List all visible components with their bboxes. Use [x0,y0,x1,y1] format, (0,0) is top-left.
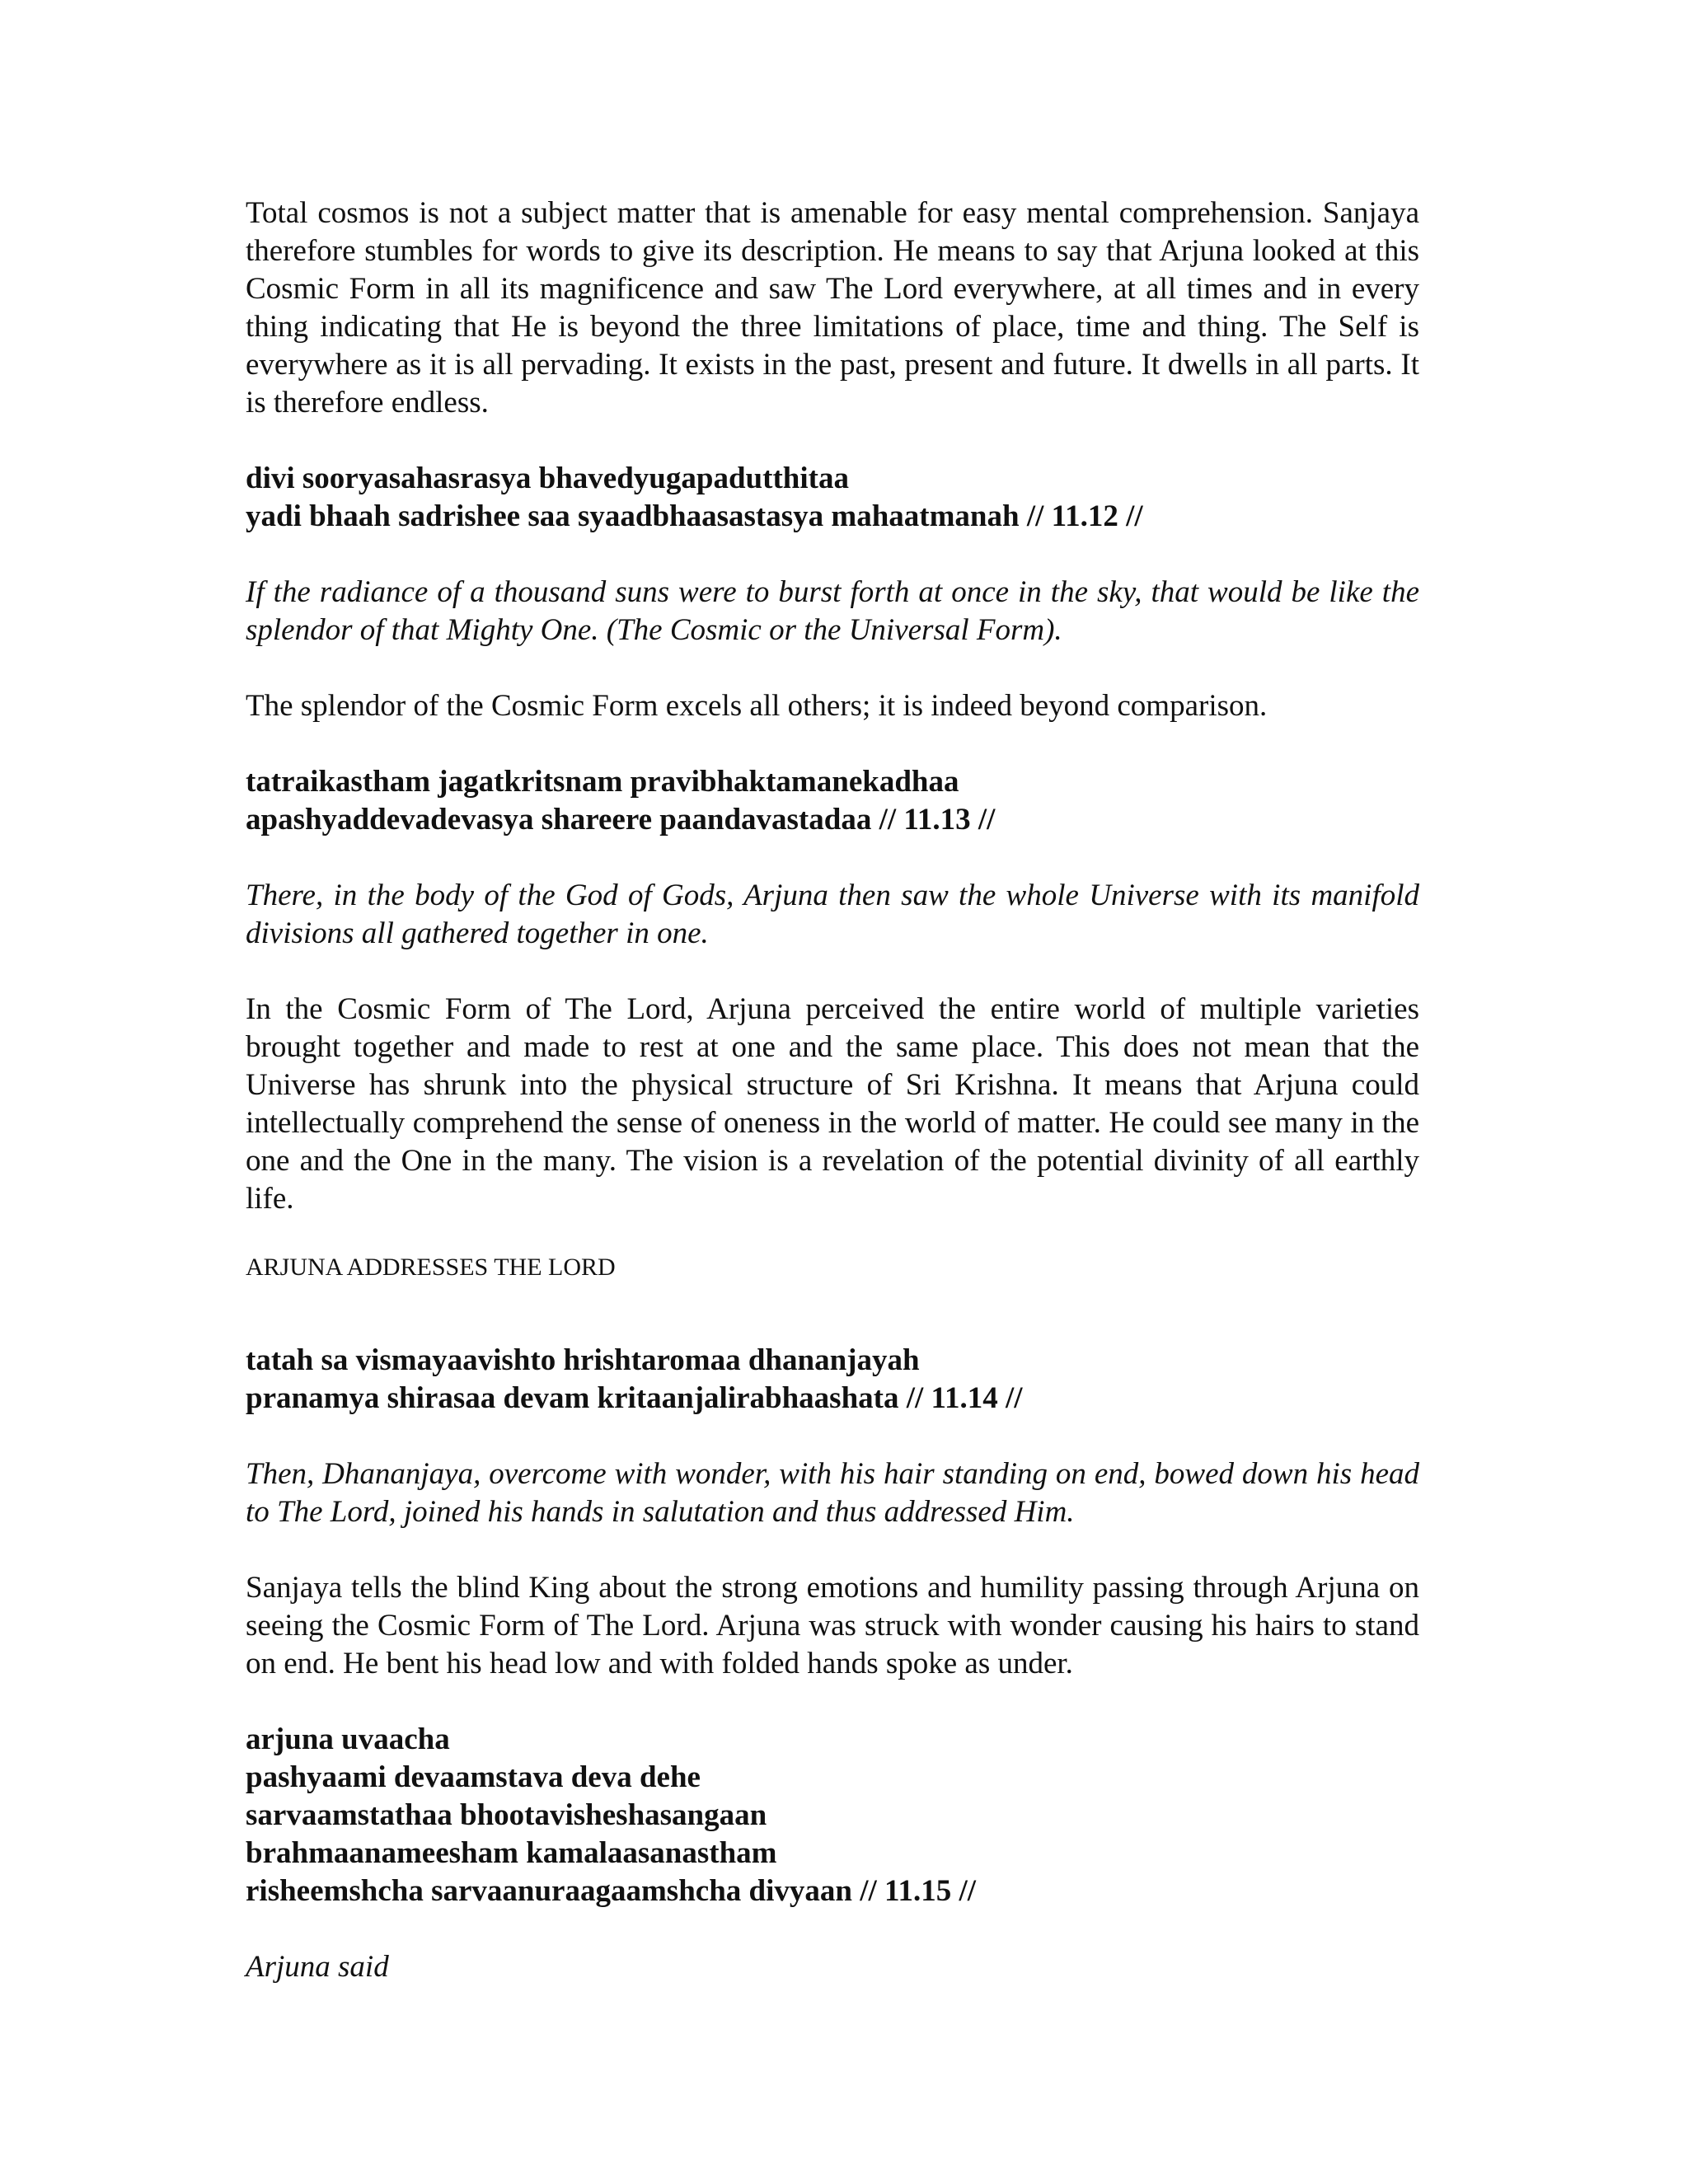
commentary-11-13: In the Cosmic Form of The Lord, Arjuna perceived the entire world of multiple varieties brought together and made to rest at one and the same place. This does not mean that the Universe has shrunk into the physical structure of Sri Krishna. It means that Arjuna could intellectually comprehend the sense of oneness in the world of matter. He could see many in the one and the One in the many. The vision is a revelation of the potential divinity of all earthly life. [246,992,1419,1216]
translation-11-12: If the radiance of a thousand suns were to burst forth at once in the sky, that would be like the splendor of that Mighty One. (The Cosmic or the Universal Form). [246,575,1419,647]
verse-line: apashyaddevadevasya shareere paandavastadaa // 11.13 // [246,803,996,837]
verse-11-14 [246,1342,1419,1418]
verse-11-12 [246,460,1419,536]
translation-11-15-start: Arjuna said [246,1950,389,1984]
translation-11-14: Then, Dhananjaya, overcome with wonder, with his hair standing on end, bowed down his head to The Lord, joined his hands in salutation and thus addressed Him. [246,1457,1419,1529]
verse-line: arjuna uvaacha [246,1722,450,1756]
verse-11-13 [246,763,1419,839]
verse-line: yadi bhaah sadrishee saa syaadbhaasastasya mahaatmanah // 11.12 // [246,499,1143,533]
commentary-11-14: Sanjaya tells the blind King about the strong emotions and humility passing through Arjuna on seeing the Cosmic Form of The Lord. Arjuna was struck with wonder causing his hairs to stand on end. He bent his head low and with folded hands spoke as under. [246,1571,1419,1680]
document-page [246,194,1419,2024]
verse-line: brahmaanameesham kamalaasanastham [246,1836,777,1870]
translation-11-13: There, in the body of the God of Gods, Arjuna then saw the whole Universe with its manifold divisions all gathered together in one. [246,879,1419,950]
verse-line: tatraikastham jagatkritsnam pravibhaktamanekadhaa [246,765,959,799]
verse-11-15 [246,1721,1419,1910]
verse-line: pranamya shirasaa devam kritaanjalirabhaashata // 11.14 // [246,1381,1023,1415]
intro-paragraph: Total cosmos is not a subject matter that is amenable for easy mental comprehension. Sanjaya therefore stumbles for words to give its description. He means to say that Arjuna looked at this Cosmic Form in all its magnificence and saw The Lord everywhere, at all times and in every thing indicating that He is beyond the three limitations of place, time and thing. The Self is everywhere as it is all pervading. It exists in the past, present and future. It dwells in all parts. It is therefore endless. [246,196,1419,419]
section-heading: ARJUNA ADDRESSES THE LORD [246,1254,616,1281]
verse-line: risheemshcha sarvaanuraagaamshcha divyaan // 11.15 // [246,1874,977,1908]
verse-line: tatah sa vismayaavishto hrishtaromaa dhananjayah [246,1343,920,1377]
verse-line: divi sooryasahasrasya bhavedyugapadutthitaa [246,462,849,495]
commentary-11-12: The splendor of the Cosmic Form excels all others; it is indeed beyond comparison. [246,689,1268,723]
verse-line: pashyaami devaamstava deva dehe [246,1760,701,1794]
verse-line: sarvaamstathaa bhootavisheshasangaan [246,1798,767,1832]
